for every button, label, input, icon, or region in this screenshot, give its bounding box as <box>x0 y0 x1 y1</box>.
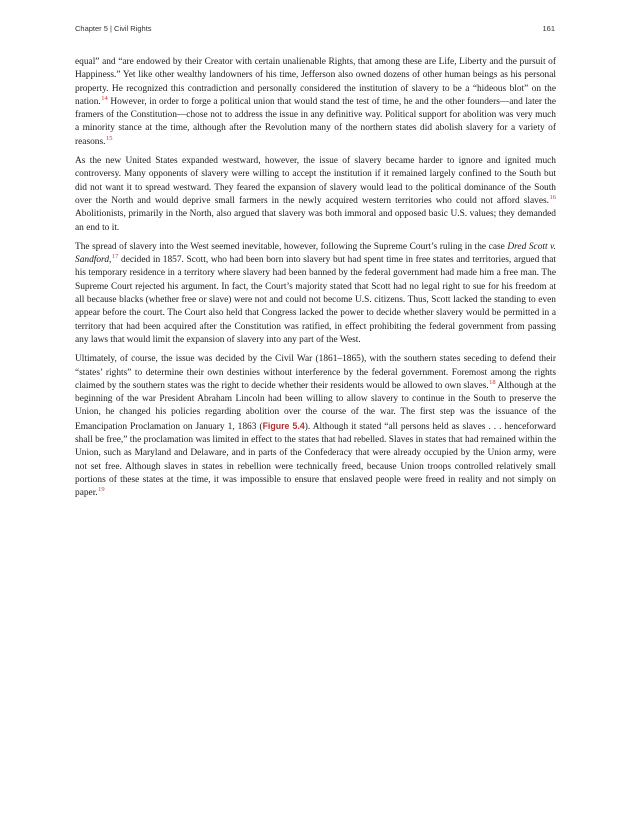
body-text <box>75 56 556 507</box>
page-number: 161 <box>542 24 555 33</box>
chapter-label: Chapter 5 | Civil Rights <box>75 24 152 33</box>
text-run: Abolitionists, primarily in the North, also argued that slavery was both immoral and opposed basic U.S. values; they demanded an end to it. <box>75 209 556 233</box>
text-run: decided in 1857. Scott, who had been born into slavery but had spent time in free states and territories, argued that his temporary residence in a territory where slavery had been banned by the federal government had made him a free man. The Supreme Court rejected his argument. In fact, the Court’s majority stated that Scott had no legal right to sue for his freedom at all because blacks (whether free or slave) were not and could not become U.S. citizens. Thus, Scott lacked the standing to even appear before the court. The Court also held that Congress lacked the power to decide whether slavery would be permitted in a territory that had been acquired after the Constitution was ratified, in effect prohibiting the federal government from passing any laws that would limit the expansion of slavery into any part of the West. <box>75 255 556 345</box>
page-header <box>75 24 555 36</box>
footnote-ref-14[interactable]: 14 <box>101 94 108 102</box>
text-run: However, in order to forge a political union that would stand the test of time, he and the other founders—and later the framers of the Constitution—chose not to address the issue in any definitive way. Political support for abolition was very much a minority stance at the time, although after the Revolution many of the northern states did abolish slavery for a variety of reasons. <box>75 96 556 147</box>
figure-reference-link[interactable]: Figure 5.4 <box>262 420 305 431</box>
text-run: Ultimately, of course, the issue was decided by the Civil War (1861–1865), with the southern states seceding to defend their “states’ rights” to determine their own destinies without interference by the federal government. Foremost among the rights claimed by the southern states was the right to decide whether their residents would be allowed to own slaves. <box>75 354 556 391</box>
footnote-ref-17[interactable]: 17 <box>111 253 119 261</box>
paragraph <box>75 241 556 347</box>
footnote-ref-15[interactable]: 15 <box>105 134 113 142</box>
text-run: ). Although it stated “all persons held as slaves . . . henceforward shall be free,” the proclamation was limited in effect to the states that had rebelled. Slaves in states that had remained within the Union, such as Maryland and Delaware, and in parts of the Confederacy that were already occupied by the Union army, were not set free. Although slaves in states in rebellion were technically freed, because Union troops controlled relatively small portions of these states at the time, it was impossible to ensure that enslaved people were freed in reality and not simply on paper. <box>75 421 556 499</box>
text-run: Although at the beginning of the war President Abraham Lincoln had been willing to allow slavery to continue in the South to preserve the Union, he changed his policies regarding abolition over the course of the war. The first step was the issuance of the Emancipation Proclamation on January 1, 1863 ( <box>75 380 556 432</box>
text-run: , <box>109 255 112 266</box>
text-run: As the new United States expanded westward, however, the issue of slavery became harder to ignore and ignited much controversy. Many opponents of slavery were willing to accept the institution if it remained largely confined to the South but did not want it to spread westward. They feared the expansion of slavery would lead to the political dominance of the South over the North and would deprive small farmers in the newly acquired western territories who could not afford slaves. <box>75 156 556 206</box>
footnote-ref-19[interactable]: 19 <box>98 486 105 494</box>
paragraph <box>75 353 556 500</box>
text-run: The spread of slavery into the West seemed inevitable, however, following the Supreme Court’s ruling in the case <box>75 241 508 252</box>
case-name: Dred Scott v. Sandford <box>75 241 556 266</box>
footnote-ref-18[interactable]: 18 <box>489 378 496 386</box>
text-run: equal” and “are endowed by their Creator with certain unalienable Rights, that among these are Life, Liberty and the pursuit of Happiness.” Yet like other wealthy landowners of his time, Jefferson also owned dozens of other human beings as his personal property. He recognized this contradiction and personally considered the institution of slavery to be a “hideous blot” on the nation. <box>75 57 556 107</box>
footnote-ref-16[interactable]: 16 <box>549 193 556 201</box>
paragraph <box>75 56 556 149</box>
paragraph <box>75 155 556 235</box>
